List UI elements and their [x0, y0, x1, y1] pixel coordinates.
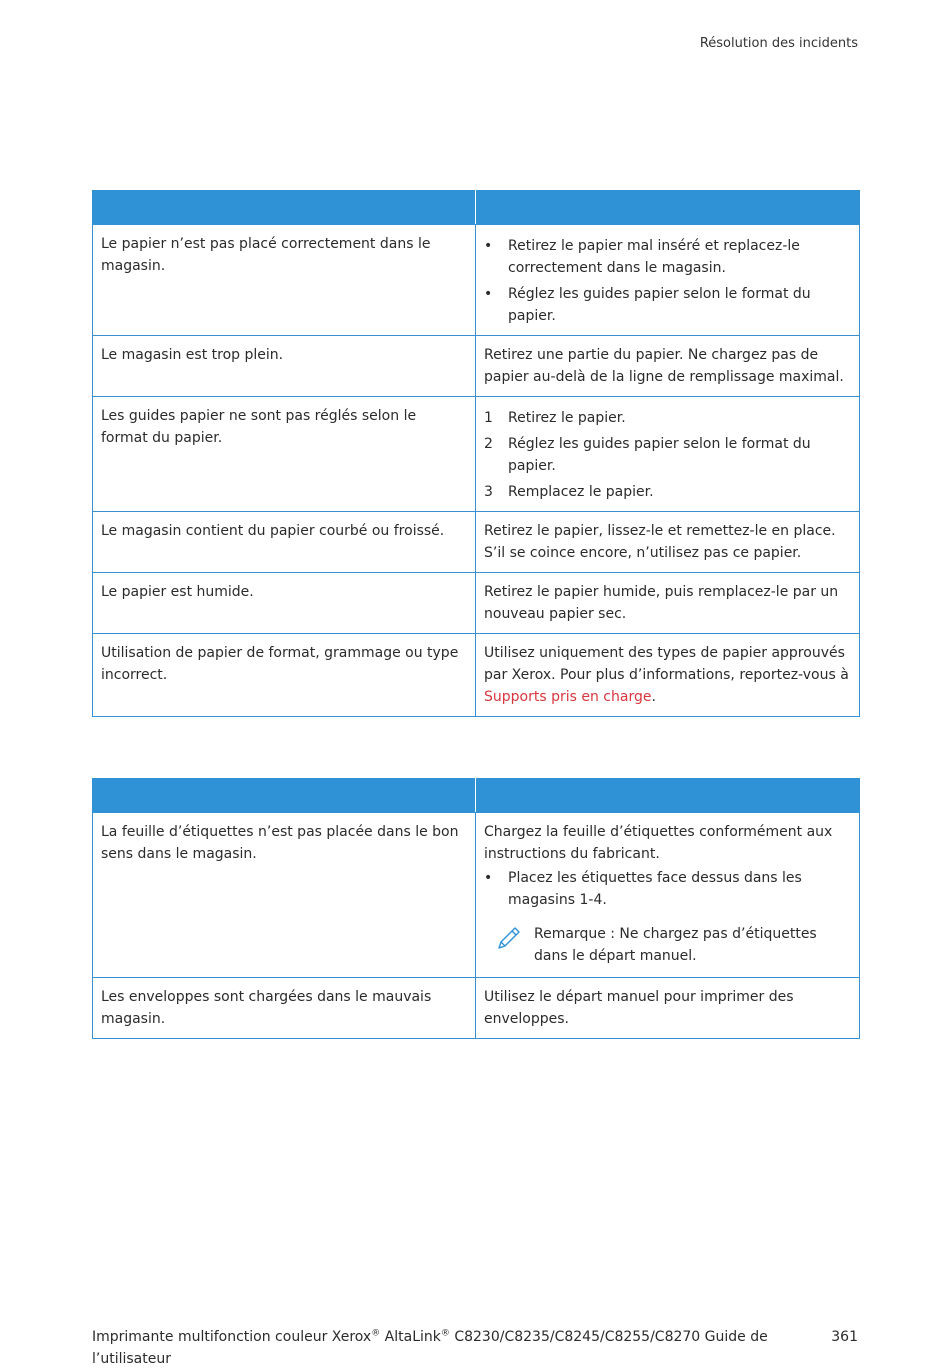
footer-document-title [92, 1326, 792, 1370]
cause-cell: Les guides papier ne sont pas réglés selon le format du papier. [93, 397, 476, 512]
solution-bullet-list [484, 867, 851, 911]
table-row [93, 397, 860, 512]
list-item: • Réglez les guides papier selon le format du papier. [484, 283, 851, 327]
cause-cell: Le magasin est trop plein. [93, 336, 476, 397]
labels-envelopes-table [92, 778, 860, 1039]
list-item: • Retirez le papier mal inséré et replacez-le correctement dans le magasin. [484, 235, 851, 279]
footer-title-text: C8230/C8235/C8245/C8255/C8270 Guide de l’utilisateur [92, 1329, 768, 1367]
paper-jam-causes-table [92, 190, 860, 717]
solution-cell: Utilisez le départ manuel pour imprimer des enveloppes. [476, 978, 860, 1039]
registered-mark: ® [440, 1328, 450, 1339]
solution-text: Chargez la feuille d’étiquettes conformément aux instructions du fabricant. [484, 824, 833, 862]
list-item: • Placez les étiquettes face dessus dans les magasins 1-4. [484, 867, 851, 911]
table-row [93, 634, 860, 717]
list-item [484, 407, 851, 429]
solution-text: Utilisez uniquement des types de papier approuvés par Xerox. Pour plus d’informations, reportez-vous à [484, 645, 849, 683]
table-row [93, 573, 860, 634]
step-text: Remplacez le papier. [508, 484, 654, 500]
table-header-solution [476, 779, 860, 813]
solution-cell: Retirez le papier, lissez-le et remettez-le en place. S’il se coince encore, n’utilisez pas ce papier. [476, 512, 860, 573]
cause-cell: Les enveloppes sont chargées dans le mauvais magasin. [93, 978, 476, 1039]
table-row [93, 336, 860, 397]
table-row [93, 978, 860, 1039]
sentence-end: . [651, 689, 656, 705]
table-header-row [93, 191, 860, 225]
page-number: 361 [831, 1329, 858, 1345]
solution-cell [476, 813, 860, 978]
step-number: 1 [484, 410, 493, 426]
step-text: Réglez les guides papier selon le format du papier. [508, 436, 811, 474]
table-row [93, 813, 860, 978]
cause-cell: Le papier est humide. [93, 573, 476, 634]
table-header-cause [93, 191, 476, 225]
solution-bullet-list [484, 235, 851, 327]
solution-cell: Retirez une partie du papier. Ne chargez pas de papier au-delà de la ligne de remplissage maximal. [476, 336, 860, 397]
solution-cell: Retirez le papier humide, puis remplacez-le par un nouveau papier sec. [476, 573, 860, 634]
cause-cell: La feuille d’étiquettes n’est pas placée dans le bon sens dans le magasin. [93, 813, 476, 978]
cause-cell: Le papier n’est pas placé correctement dans le magasin. [93, 225, 476, 336]
solution-cell [476, 225, 860, 336]
table-header-row [93, 779, 860, 813]
list-item [484, 433, 851, 477]
table-row [93, 225, 860, 336]
footer-title-text: Imprimante multifonction couleur Xerox [92, 1329, 372, 1345]
running-header: Résolution des incidents [699, 36, 858, 51]
step-text: Retirez le papier. [508, 410, 626, 426]
step-number: 2 [484, 436, 493, 452]
solution-cell [476, 634, 860, 717]
solution-step-list [484, 407, 851, 503]
note-text: Remarque : Ne chargez pas d’étiquettes dans le départ manuel. [534, 926, 817, 964]
solution-cell [476, 397, 860, 512]
note-block [484, 923, 851, 967]
step-number: 3 [484, 484, 493, 500]
registered-mark: ® [371, 1328, 381, 1339]
table-header-cause [93, 779, 476, 813]
cause-cell: Le magasin contient du papier courbé ou froissé. [93, 512, 476, 573]
supported-media-link[interactable]: Supports pris en charge [484, 689, 652, 705]
footer-title-text: AltaLink [380, 1329, 441, 1345]
table-row [93, 512, 860, 573]
pencil-icon [496, 925, 522, 951]
cause-cell: Utilisation de papier de format, grammage ou type incorrect. [93, 634, 476, 717]
list-item [484, 481, 851, 503]
table-header-solution [476, 191, 860, 225]
